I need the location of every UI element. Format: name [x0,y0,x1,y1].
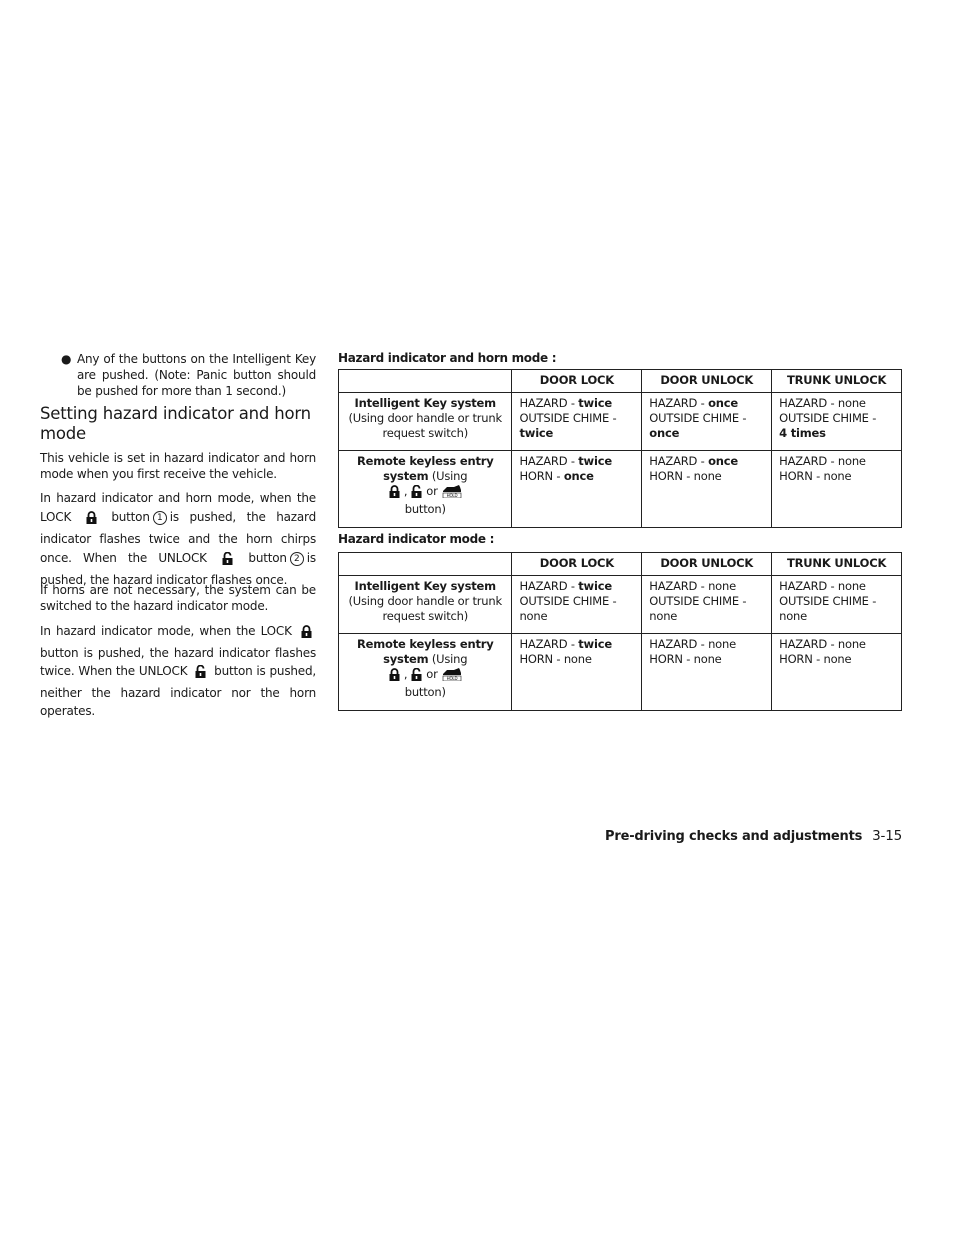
table-cell [642,576,772,634]
cell-line: none [649,609,678,623]
cell-line: HAZARD - once [649,454,738,468]
cell-line: 4 times [779,426,826,440]
callout-2: 2 [290,552,304,566]
row-header: Intelligent Key system (Using door handle or trunk request switch) [339,576,512,634]
bullet-icon: ● [61,352,72,366]
paragraph-horn-mode: In hazard indicator and horn mode, when the LOCK button 1 is pushed, the hazard indicator flashes twice and the horn chirps once. When the UNLOCK button 2 is pushed, the hazard indicator flashes once. [40,491,316,587]
table-cell [512,576,642,634]
table-title-horn-mode: Hazard indicator and horn mode : [338,351,557,365]
cell-line: HAZARD - none [779,396,866,410]
cell-line: OUTSIDE CHIME - [519,411,617,425]
cell-line: HAZARD - none [779,454,866,468]
page-number: 3-15 [872,828,902,844]
section-heading: Setting hazard indicator and horn mode [40,404,311,443]
table-cell [772,576,902,634]
column-header: TRUNK UNLOCK [772,553,902,576]
column-header: TRUNK UNLOCK [772,370,902,393]
cell-line: HORN - none [779,652,852,666]
cell-line: OUTSIDE CHIME - [779,411,877,425]
lock-icon [389,485,400,502]
cell-line: HAZARD - twice [519,396,612,410]
svg-text:HOLD: HOLD [446,676,457,681]
cell-line: OUTSIDE CHIME - [779,594,877,608]
table-row [339,576,902,634]
table-cell [642,634,772,711]
cell-line: OUTSIDE CHIME - [649,594,747,608]
cell-line: HORN - once [519,469,594,483]
row-header: Remote keyless entry system (Using , or HOLD button) [339,451,512,528]
svg-text:HOLD: HOLD [446,493,457,498]
column-header: DOOR LOCK [512,370,642,393]
trunk-hold-icon [442,667,462,685]
table-cell [512,451,642,528]
column-header [339,370,512,393]
table-title-hazard-mode: Hazard indicator mode : [338,532,495,546]
cell-line: HAZARD - none [779,579,866,593]
row-header: Remote keyless entry system (Using , or HOLD button) [339,634,512,711]
cell-line: HAZARD - twice [519,579,612,593]
cell-line: HORN - none [649,469,722,483]
paragraph-switch: If horns are not necessary, the system can be switched to the hazard indicator mode. [40,583,316,613]
paragraph-hazard-mode: In hazard indicator mode, when the LOCK button is pushed, the hazard indicator flashes twice. When the UNLOCK button is pushed, neither the hazard indicator nor the horn operates. [40,624,316,718]
column-header: DOOR UNLOCK [642,370,772,393]
paragraph-intro: This vehicle is set in hazard indicator and horn mode when you first receive the vehicle. [40,451,316,481]
page-footer [605,828,902,844]
table-hazard-mode [338,552,902,711]
table-horn-mode [338,369,902,528]
cell-line: HORN - none [779,469,852,483]
cell-line: HAZARD - none [649,637,736,651]
table-cell [642,451,772,528]
table-cell [772,393,902,451]
cell-line: none [779,609,808,623]
cell-line: once [649,426,680,440]
table-header-row [339,370,902,393]
cell-line: OUTSIDE CHIME - [519,594,617,608]
lock-icon [301,625,312,644]
table-cell [772,451,902,528]
table-cell [772,634,902,711]
unlock-icon [411,668,422,685]
table-row [339,634,902,711]
cell-line: HORN - none [649,652,722,666]
cell-line: HAZARD - twice [519,637,612,651]
cell-line: OUTSIDE CHIME - [649,411,747,425]
cell-line: HORN - none [519,652,592,666]
column-header: DOOR UNLOCK [642,553,772,576]
table-row [339,451,902,528]
cell-line: none [519,609,548,623]
unlock-icon [195,665,206,684]
table-cell [642,393,772,451]
cell-line: HAZARD - once [649,396,738,410]
trunk-hold-icon [442,484,462,502]
callout-1: 1 [153,511,167,525]
cell-line: twice [519,426,554,440]
table-cell [512,393,642,451]
table-row [339,393,902,451]
lock-icon [86,511,97,530]
column-header [339,553,512,576]
cell-line: HAZARD - twice [519,454,612,468]
cell-line: HAZARD - none [779,637,866,651]
unlock-icon [411,485,422,502]
cell-line: HAZARD - none [649,579,736,593]
footer-section: Pre-driving checks and adjustments [605,829,863,844]
bullet-text: Any of the buttons on the Intelligent Key are pushed. (Note: Panic button should be pushed for more than 1 second.) [77,352,316,398]
table-cell [512,634,642,711]
column-header: DOOR LOCK [512,553,642,576]
unlock-icon [222,552,233,571]
table-header-row [339,553,902,576]
row-header: Intelligent Key system (Using door handle or trunk request switch) [339,393,512,451]
lock-icon [389,668,400,685]
